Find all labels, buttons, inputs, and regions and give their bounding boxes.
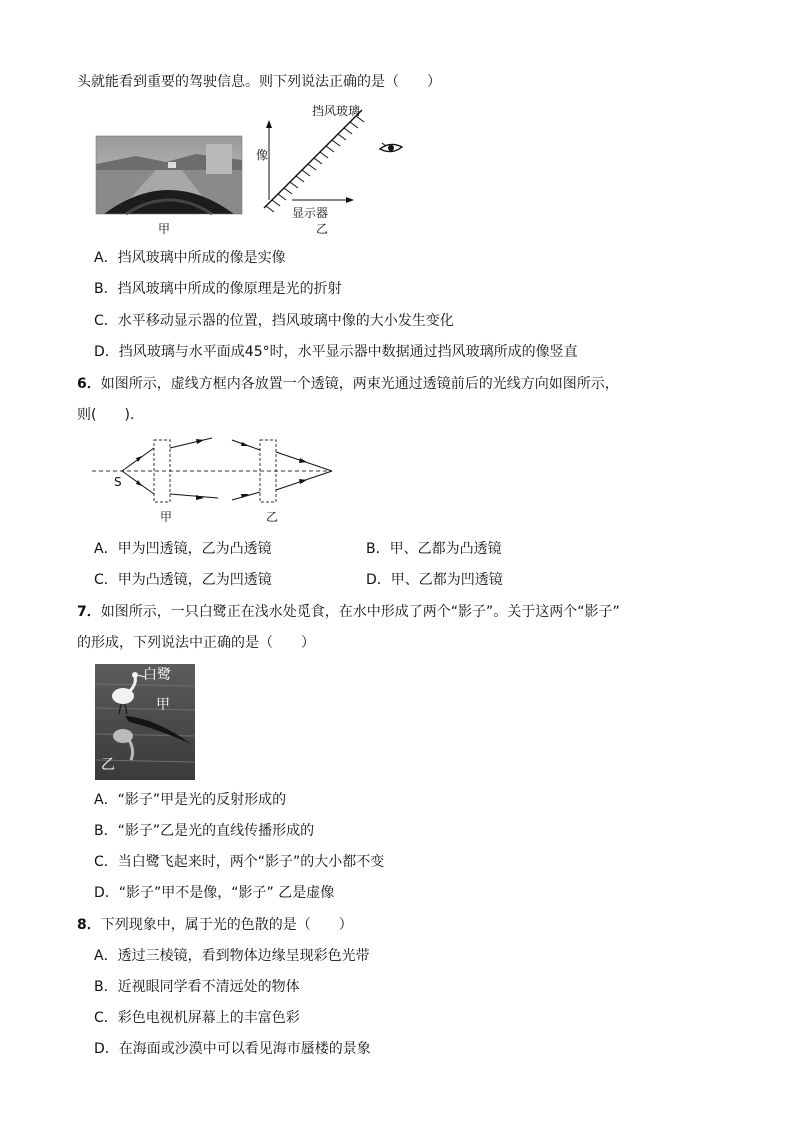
q5-mirror-diagram (258, 104, 418, 216)
q5-option-b: B．挡风玻璃中所成的像原理是光的折射 (94, 281, 342, 297)
q5-option-a: A．挡风玻璃中所成的像是实像 (94, 250, 286, 266)
q5-stem-tail: 头就能看到重要的驾驶信息。则下列说法正确的是（ ） (77, 74, 441, 90)
q6-fig-jia-label: 甲 (160, 510, 173, 524)
q5-option-d: D．挡风玻璃与水平面成45°时，水平显示器中数据通过挡风玻璃所成的像竖直 (94, 344, 578, 360)
q8-stem: 8．下列现象中，属于光的色散的是（ ） (77, 917, 353, 933)
q6-stem-line2: 则( ). (77, 407, 135, 423)
q5-image-label: 像 (256, 148, 269, 162)
q5-display-label: 显示器 (292, 206, 329, 220)
q6-option-b: B．甲、乙都为凸透镜 (366, 541, 502, 557)
q6-option-d: D．甲、乙都为凹透镜 (366, 572, 503, 588)
q5-option-c: C．水平移动显示器的位置，挡风玻璃中像的大小发生变化 (94, 313, 454, 329)
eye-icon (378, 141, 404, 157)
q8-option-d: D．在海面或沙漠中可以看见海市蜃楼的景象 (94, 1041, 371, 1057)
q7-stem-line2: 的形成，下列说法中正确的是（ ） (77, 635, 315, 651)
q8-option-c: C．彩色电视机屏幕上的丰富色彩 (94, 1010, 300, 1026)
q7-fig-yi-label: 乙 (101, 757, 115, 773)
q8-option-b: B．近视眼同学看不清远处的物体 (94, 979, 300, 995)
q7-option-b: B．“影子”乙是光的直线传播形成的 (94, 823, 315, 839)
q7-egret-label: 白鹭 (143, 667, 171, 683)
q7-option-c: C．当白鹭飞起来时，两个“影子”的大小都不变 (94, 854, 385, 870)
q5-windshield-label: 挡风玻璃 (312, 104, 361, 118)
q5-fig-jia-label: 甲 (158, 222, 171, 236)
q6-option-c: C．甲为凸透镜，乙为凹透镜 (94, 572, 272, 588)
q5-hud-photo (96, 136, 242, 214)
q7-option-a: A．“影子”甲是光的反射形成的 (94, 792, 287, 808)
q7-stem-line1: 7．如图所示，一只白鹭正在浅水处觅食，在水中形成了两个“影子”。关于这两个“影子” (77, 604, 620, 620)
q6-fig-yi-label: 乙 (266, 510, 279, 524)
q6-option-a: A．甲为凹透镜，乙为凸透镜 (94, 541, 272, 557)
q5-fig-yi-label: 乙 (316, 222, 329, 236)
q6-stem-line1: 6．如图所示，虚线方框内各放置一个透镜，两束光通过透镜前后的光线方向如图所示， (77, 376, 619, 392)
q7-option-d: D．“影子”甲不是像，“影子” 乙是虚像 (94, 885, 335, 901)
q6-source-label: S (114, 475, 122, 489)
q6-lens-diagram (92, 436, 342, 506)
q8-option-a: A．透过三棱镜，看到物体边缘呈现彩色光带 (94, 948, 370, 964)
q7-fig-jia-label: 甲 (156, 697, 170, 713)
